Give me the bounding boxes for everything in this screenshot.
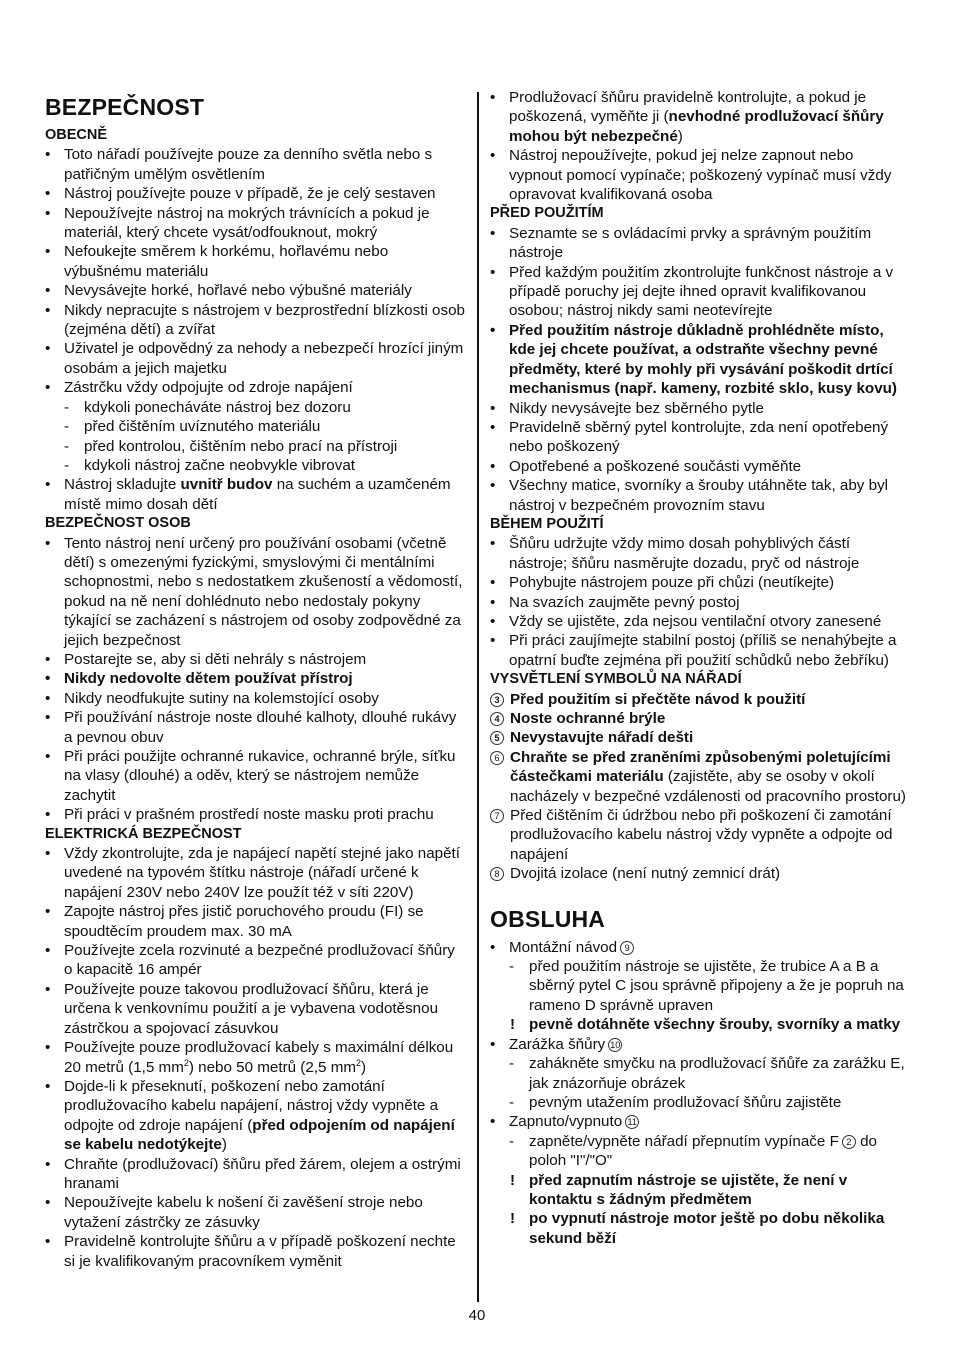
symbol-item xyxy=(490,728,910,747)
bold-text: Chraňte se před zraněními způsobenými poletujícími částečkami materiálu xyxy=(510,748,891,786)
operation-list xyxy=(490,938,910,1249)
bold-text: nevhodné prodlužovací šňůry mohou být nebezpečné xyxy=(509,108,884,145)
text: ) nebo 50 metrů (2,5 mm xyxy=(188,1058,357,1076)
text: Zarážka šňůry xyxy=(509,1035,606,1053)
left-column xyxy=(45,88,465,1271)
sub-list-item: - zahákněte smyčku na prodlužovací šňůře za zarážku E, jak znázorňuje obrázek xyxy=(490,1054,910,1093)
section-title-operation: OBSLUHA xyxy=(490,905,606,932)
bold-text: uvnitř budov xyxy=(180,476,273,494)
warning-item: ! před zapnutím nástroje se ujistěte, že není v kontaktu s žádným předmětem xyxy=(490,1171,910,1210)
heading-electrical-safety: ELEKTRICKÁ BEZPEČNOST xyxy=(45,825,242,842)
text: ) xyxy=(221,1136,227,1154)
heading-during-use: BĚHEM POUŽITÍ xyxy=(490,515,604,532)
list-item: • Postarejte se, aby si děti nehrály s nástrojem xyxy=(45,650,465,669)
symbols-list xyxy=(490,690,910,884)
list-item xyxy=(490,938,910,957)
list-item: • Nefoukejte směrem k horkému, hořlavému nebo výbušnému materiálu xyxy=(45,242,465,281)
list-item: • Pohybujte nástrojem pouze při chůzi (neutíkejte) xyxy=(490,573,910,592)
list-item: • Tento nástroj není určený pro používání osobami (včetně dětí) s omezenými fyzickými, smyslovými či mentálními schopnostmi, nebo s nedostatkem zkušeností a vědomostí, pokud na ně není dohlédnuto nebo nedostaly pokyny týkající se zacházení s nástrojem od osoby zodpovědné za jejich bezpečnost xyxy=(45,534,465,650)
personal-list xyxy=(45,534,465,825)
superscript: 2 xyxy=(356,1057,362,1068)
list-item: • Pravidelně kontrolujte šňůru a v případě poškození nechte si je kvalifikovaným pracovníkem vyměnit xyxy=(45,1232,465,1271)
list-item: • Uživatel je odpovědný za nehody a nebezpečí hrozící jiným osobám a jejich majetku xyxy=(45,339,465,378)
list-item: • Při používání nástroje noste dlouhé kalhoty, dlouhé rukávy a pevnou obuv xyxy=(45,708,465,747)
sub-list-item xyxy=(490,1132,910,1171)
list-item-cable-damage xyxy=(45,1077,465,1155)
circled-number: 11 xyxy=(625,1115,639,1129)
circled-number: 5 xyxy=(490,731,504,745)
text: ) xyxy=(677,127,683,145)
list-item: • Používejte zcela rozvinuté a bezpečné prodlužovací šňůry o kapacitě 16 ampér xyxy=(45,941,465,980)
list-item xyxy=(490,1112,910,1131)
sub-list-item: - před použitím nástroje se ujistěte, že trubice A a B a sběrný pytel C jsou správně připojeny a že je popruh na rameno D správně upraven xyxy=(490,957,910,1015)
circled-number: 4 xyxy=(490,712,504,726)
circled-number: 10 xyxy=(610,1039,621,1050)
list-item: • Při práci použijte ochranné rukavice, ochranné brýle, síťku na vlasy (dlouhé) a oděv, který se nástrojem nemůže zachytit xyxy=(45,747,465,805)
circled-number: 8 xyxy=(490,867,504,881)
list-item: • Seznamte se s ovládacími prvky a správným použitím nástroje xyxy=(490,224,910,263)
heading-before-use: PŘED POUŽITÍM xyxy=(490,205,604,222)
text: Noste ochranné brýle xyxy=(510,710,666,727)
list-item: • Všechny matice, svorníky a šrouby utáhněte tak, aby byl nástroj v bezpečném provozním stavu xyxy=(490,476,910,515)
list-item xyxy=(490,88,910,146)
circled-number: 6 xyxy=(490,751,504,765)
list-item xyxy=(490,1035,910,1054)
list-item: • Nástroj používejte pouze v případě, že je celý sestaven xyxy=(45,184,465,203)
sub-list-item: - před kontrolou, čištěním nebo prací na přístroji xyxy=(45,437,465,456)
list-item: • Šňůru udržujte vždy mimo dosah pohyblivých částí nástroje; šňůru nasměrujte dozadu, pryč od nástroje xyxy=(490,534,910,573)
heading-personal-safety: BEZPEČNOST OSOB xyxy=(45,515,191,532)
list-item: • Vždy zkontrolujte, zda je napájecí napětí stejné jako napětí uvedené na typovém štítku nástroje (nářadí určené k napájení 230V nebo 240V lze použít též v síti 220V) xyxy=(45,844,465,902)
list-item: • Nikdy nepracujte s nástrojem v bezprostřední blízkosti osob (zejména dětí) a zvířat xyxy=(45,301,465,340)
heading-symbols: VYSVĚTLENÍ SYMBOLŮ NA NÁŘADÍ xyxy=(490,671,742,688)
list-item: • Chraňte (prodlužovací) šňůru před žárem, olejem a ostrými hranami xyxy=(45,1155,465,1194)
list-item: • Nepoužívejte kabelu k nošení či zavěšení stroje nebo vytažení zástrčky ze zásuvky xyxy=(45,1193,465,1232)
list-item: • Zástrčku vždy odpojujte od zdroje napájení xyxy=(45,378,465,397)
text: Dojde-li k přeseknutí, poškození nebo zamotání prodlužovacího kabelu napájení, nástroj vždy vypněte a odpojte od zdroje napájení ( xyxy=(64,1077,439,1134)
list-item: • Před každým použitím zkontrolujte funkčnost nástroje a v případě poruchy jej dejte ihned opravit kvalifikovanou osobou; nástroj nikdy sami neotevírejte xyxy=(490,263,910,321)
warning-item: ! po vypnutí nástroje motor ještě po dobu několika sekund běží xyxy=(490,1209,910,1248)
general-list xyxy=(45,145,465,514)
list-item: • Vždy se ujistěte, zda nejsou ventilační otvory zanesené xyxy=(490,612,910,631)
list-item: • Používejte pouze takovou prodlužovací šňůru, která je určena k venkovnímu použití a je vybavena vodotěsnou zástrčkou a spojovací zásuvkou xyxy=(45,980,465,1038)
sub-list-item: - pevným utažením prodlužovací šňůru zajistěte xyxy=(490,1093,910,1112)
list-item: • Nikdy neodfukujte sutiny na kolemstojící osoby xyxy=(45,689,465,708)
during-use-list xyxy=(490,534,910,670)
list-item-warning: • Před použitím nástroje důkladně prohlédněte místo, kde jej chcete používat, a odstraňte všechny pevné předměty, které by mohly při vysávání poškodit drtící mechanismus (např. kameny, rozbité sklo, kusy kovu) xyxy=(490,321,910,399)
sub-list-item: - kdykoli nástroj začne neobvykle vibrovat xyxy=(45,456,465,475)
circled-number: 9 xyxy=(620,941,634,955)
list-item: • Na svazích zaujměte pevný postoj xyxy=(490,593,910,612)
text: Dvojitá izolace (není nutný zemnicí drát) xyxy=(510,865,781,883)
column-divider xyxy=(477,92,479,1302)
list-item: • Pravidelně sběrný pytel kontrolujte, zda není opotřebený nebo poškozený xyxy=(490,418,910,457)
electrical-list xyxy=(45,844,465,1271)
text: na suchém a uzamčeném místě mimo dosah dětí xyxy=(64,476,451,513)
text: zapněte/vypněte nářadí přepnutím vypínače F xyxy=(529,1132,839,1150)
list-item: • Nástroj nepoužívejte, pokud jej nelze zapnout nebo vypnout pomocí vypínače; poškozený vypínač musí vždy opravovat kvalifikovaná osoba xyxy=(490,146,910,204)
circled-number: 3 xyxy=(490,693,504,707)
sub-list-item: - kdykoli ponecháváte nástroj bez dozoru xyxy=(45,398,465,417)
symbol-item xyxy=(490,690,910,709)
list-item: • Při práci v prašném prostředí noste masku proti prachu xyxy=(45,805,465,824)
text: Před čištěním či údržbou nebo při poškození či zamotání prodlužovacího kabelu nástroj vždy vypněte a odpojte od napájení xyxy=(510,807,893,863)
section-title-safety: BEZPEČNOST xyxy=(45,94,205,120)
list-item: • Opotřebené a poškozené součásti vyměňte xyxy=(490,457,910,476)
symbol-item xyxy=(490,806,910,864)
text: Nevystavujte nářadí dešti xyxy=(510,729,694,747)
symbol-item xyxy=(490,709,910,728)
list-item-cable-length xyxy=(45,1038,465,1077)
list-item: • Nikdy nevysávejte bez sběrného pytle xyxy=(490,399,910,418)
list-item: • Nepoužívejte nástroj na mokrých trávnících a pokud je materiál, který chcete vysát/odfouknout, mokrý xyxy=(45,204,465,243)
text: Montážní návod xyxy=(509,938,618,956)
page-number: 40 xyxy=(468,1307,486,1324)
text: Zapnuto/vypnuto xyxy=(509,1113,623,1131)
list-item: • Toto nářadí používejte pouze za denního světla nebo s patřičným umělým osvětlením xyxy=(45,145,465,184)
text: ) xyxy=(361,1058,367,1076)
symbol-item xyxy=(490,864,910,883)
list-item-warning: • Nikdy nedovolte dětem používat přístroj xyxy=(45,669,465,688)
electrical-list-continued xyxy=(490,88,910,204)
warning-item: ! pevně dotáhněte všechny šrouby, svorníky a matky xyxy=(490,1015,910,1034)
bold-text: před odpojením od napájení se kabelu nedotýkejte xyxy=(64,1116,455,1154)
text: do poloh "I"/"O" xyxy=(529,1132,877,1170)
text: Nástroj skladujte xyxy=(64,476,181,494)
text: Před použitím si přečtěte návod k použití xyxy=(510,690,806,708)
symbol-item xyxy=(490,748,910,806)
list-item: • Nevysávejte horké, hořlavé nebo výbušné materiály xyxy=(45,281,465,300)
list-item: • Při práci zaujímejte stabilní postoj (příliš se nenahýbejte a opatrní buďte zejména při použití schůdků nebo žebříku) xyxy=(490,631,910,670)
text: Prodlužovací šňůru pravidelně kontrolujte, a pokud je poškozená, vyměňte ji ( xyxy=(509,89,867,126)
text: (zajistěte, aby se osoby v okolí nacházely v bezpečné vzdálenosti od pracovního prostoru) xyxy=(510,768,906,805)
list-item-storage xyxy=(45,475,465,514)
right-column xyxy=(490,88,910,1248)
list-item: • Zapojte nástroj přes jistič poruchového proudu (FI) se spoudtěcím proudem max. 30 mA xyxy=(45,902,465,941)
circled-number: 7 xyxy=(490,809,504,823)
sub-list-item: - před čištěním uvíznutého materiálu xyxy=(45,417,465,436)
superscript: 2 xyxy=(183,1057,189,1068)
text: Používejte pouze prodlužovací kabely s maximální délkou 20 metrů (1,5 mm xyxy=(64,1039,454,1076)
circled-number: 2 xyxy=(842,1135,856,1149)
before-use-list xyxy=(490,224,910,515)
heading-general: OBECNĚ xyxy=(45,127,108,143)
